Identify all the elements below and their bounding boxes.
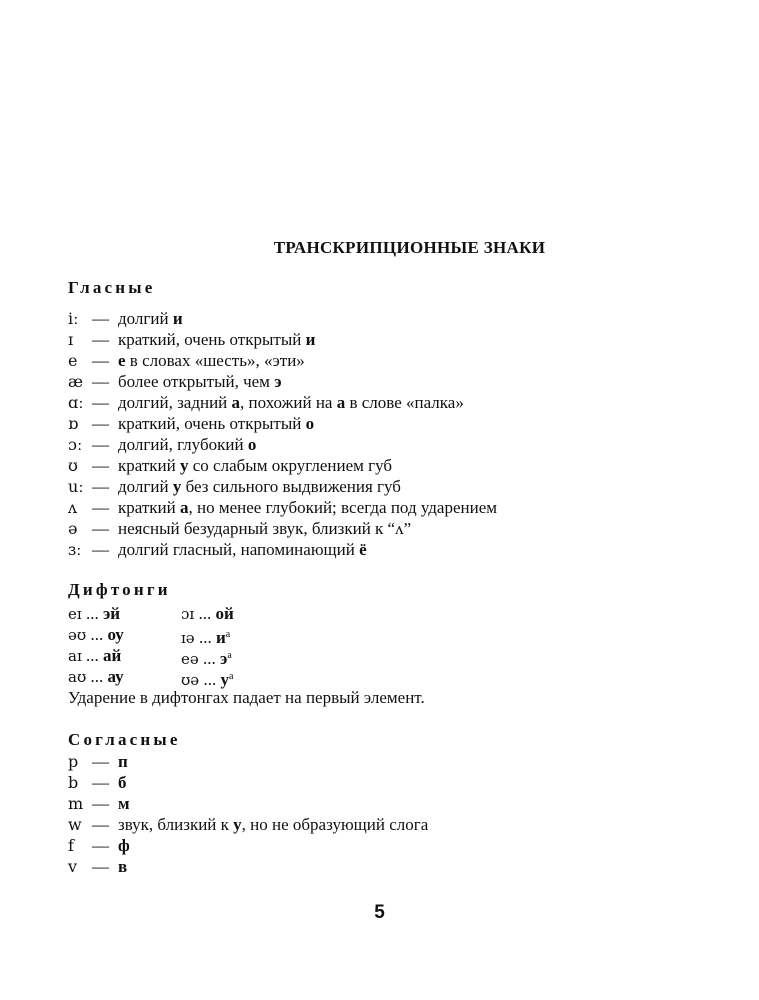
bold-letter: м — [118, 794, 130, 813]
ipa-symbol: f — [68, 836, 74, 855]
dash: — — [92, 393, 109, 412]
dash: — — [92, 752, 109, 771]
text-fragment: краткий, очень открытый — [118, 330, 306, 349]
text-fragment: долгий — [118, 309, 173, 328]
text-fragment: звук, близкий к — [118, 815, 234, 834]
text-fragment: долгий, задний — [118, 393, 232, 412]
ipa-symbol: uː — [68, 477, 84, 496]
bold-letter: у — [233, 815, 242, 834]
separator: ... — [86, 667, 108, 686]
superscript: а — [225, 629, 231, 640]
ipa-symbol: ɑː — [68, 393, 84, 412]
page-title — [0, 238, 759, 258]
ipa-symbol: iː — [68, 309, 79, 328]
ipa-symbol: ɒ — [68, 414, 79, 433]
ipa-symbol: w — [68, 815, 82, 834]
ipa-symbol: m — [68, 794, 84, 813]
superscript: а — [227, 650, 232, 661]
ipa-symbol: ʊ — [68, 456, 78, 475]
dash: — — [92, 519, 109, 538]
description — [118, 434, 256, 455]
russian-equivalent: ой — [215, 604, 234, 623]
ipa-symbol: ɔɪ — [181, 605, 195, 623]
dash: — — [92, 477, 109, 496]
dash: — — [92, 414, 109, 433]
diphthong-item — [68, 603, 120, 625]
text-fragment: долгий — [118, 477, 173, 496]
text-fragment: , но не образующий слога — [241, 815, 429, 834]
dash: — — [92, 815, 109, 834]
separator: ... — [86, 625, 108, 644]
page-title-text: ТРАНСКРИПЦИОННЫЕ ЗНАКИ — [273, 238, 546, 257]
separator: ... — [81, 604, 103, 623]
description — [118, 308, 183, 329]
description — [118, 518, 411, 539]
description — [118, 856, 127, 877]
ipa-symbol: əʊ — [68, 626, 87, 644]
text-fragment: в словах «шесть», «эти» — [125, 351, 305, 370]
ipa-symbol: p — [68, 752, 79, 771]
text-fragment: долгий гласный, напоминающий — [118, 540, 360, 559]
diphthong-item — [68, 624, 124, 646]
dash: — — [92, 794, 109, 813]
diphthong-item — [68, 645, 121, 667]
superscript: а — [228, 671, 234, 682]
separator: ... — [194, 628, 216, 647]
russian-equivalent: ай — [103, 646, 122, 665]
ipa-symbol: aʊ — [68, 668, 87, 686]
text-fragment: в слове «палка» — [345, 393, 464, 412]
description — [118, 350, 305, 371]
text-fragment: более открытый, чем — [118, 372, 275, 391]
description — [118, 392, 464, 413]
russian-equivalent: ау — [107, 667, 124, 686]
ipa-symbol: eə — [181, 650, 199, 668]
ipa-symbol: e — [68, 351, 78, 370]
dash: — — [92, 330, 109, 349]
text-fragment: неясный безударный звук, близкий к “ʌ” — [118, 519, 412, 538]
description — [118, 476, 401, 497]
ipa-symbol: ɪə — [181, 629, 195, 647]
ipa-symbol: ɔː — [68, 435, 83, 454]
ipa-symbol: eɪ — [68, 605, 82, 623]
dash: — — [92, 435, 109, 454]
russian-equivalent: у — [220, 670, 229, 689]
description — [118, 772, 127, 793]
text-fragment: , похожий на — [240, 393, 337, 412]
description — [118, 329, 315, 350]
ipa-symbol: aɪ — [68, 647, 82, 665]
text-fragment: краткий, очень открытый — [118, 414, 306, 433]
bold-letter: о — [247, 435, 257, 454]
ipa-symbol: æ — [68, 372, 84, 391]
bold-letter: и — [172, 309, 183, 328]
description — [118, 814, 428, 835]
description — [118, 371, 282, 392]
bold-letter: у — [180, 456, 189, 475]
text-fragment: без сильного выдвижения губ — [181, 477, 401, 496]
separator: ... — [81, 646, 103, 665]
bold-letter: а — [336, 393, 346, 412]
description — [118, 455, 392, 476]
diphthong-item — [68, 666, 124, 688]
description — [118, 497, 497, 518]
dash: — — [92, 372, 109, 391]
bold-letter: а — [180, 498, 189, 517]
separator: ... — [198, 649, 221, 668]
description — [118, 539, 367, 560]
separator: ... — [194, 604, 216, 623]
page-number: 5 — [374, 902, 385, 923]
bold-letter: б — [118, 773, 127, 792]
bold-letter: е — [118, 351, 126, 370]
bold-letter: п — [118, 752, 128, 771]
bold-letter: ф — [118, 836, 130, 855]
text-fragment: краткий — [118, 498, 180, 517]
dash: — — [92, 540, 109, 559]
description — [118, 751, 128, 772]
bold-letter: ё — [359, 540, 367, 559]
bold-letter: и — [305, 330, 316, 349]
bold-letter: у — [172, 477, 182, 496]
diphthong-item — [181, 603, 234, 625]
bold-letter: а — [231, 393, 241, 412]
description — [118, 835, 130, 856]
russian-equivalent: оу — [107, 625, 124, 644]
ipa-symbol: b — [68, 773, 79, 792]
dash: — — [92, 498, 109, 517]
separator: ... — [199, 670, 221, 689]
diphthongs-heading: Дифтонги — [68, 580, 171, 599]
ipa-symbol: ʊə — [181, 671, 200, 689]
dash: — — [92, 773, 109, 792]
text-fragment: долгий, глубокий — [118, 435, 248, 454]
diphthongs-note: Ударение в дифтонгах падает на первый элемент. — [68, 688, 425, 707]
dash: — — [92, 351, 109, 370]
bold-letter: о — [305, 414, 315, 433]
vowels-heading: Гласные — [68, 278, 156, 297]
description — [118, 793, 130, 814]
ipa-symbol: ʌ — [68, 498, 78, 517]
description — [118, 413, 314, 434]
dash: — — [92, 456, 109, 475]
russian-equivalent: и — [215, 628, 226, 647]
dash: — — [92, 857, 109, 876]
dash: — — [92, 309, 109, 328]
bold-letter: в — [118, 857, 128, 876]
text-fragment: краткий — [118, 456, 180, 475]
ipa-symbol: ɪ — [68, 330, 74, 349]
ipa-symbol: ə — [68, 519, 78, 538]
russian-equivalent: эй — [102, 604, 121, 623]
text-fragment: со слабым округлением губ — [188, 456, 393, 475]
ipa-symbol: v — [68, 857, 78, 876]
consonants-heading: Согласные — [68, 730, 181, 749]
text-fragment: , но менее глубокий; всегда под ударением — [188, 498, 498, 517]
dash: — — [92, 836, 109, 855]
russian-equivalent: э — [220, 649, 228, 668]
ipa-symbol: ɜː — [68, 540, 82, 559]
bold-letter: э — [274, 372, 282, 391]
